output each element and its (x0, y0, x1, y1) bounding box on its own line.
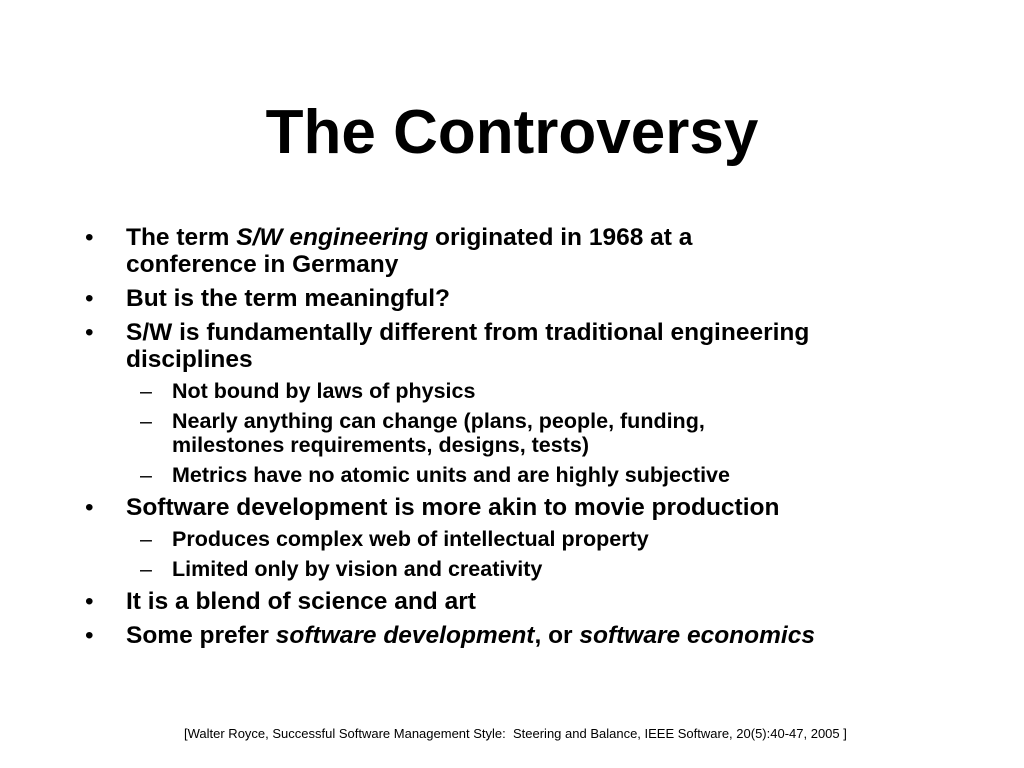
bullet-text-line2: conference in Germany (126, 251, 399, 278)
bullet-text-mid: , or (534, 622, 580, 649)
citation-footer: [Walter Royce, Successful Software Management Style: Steering and Balance, IEEE Software, 20(5):40-47, 2005 ] (184, 726, 847, 741)
bullet-marker: • (85, 588, 94, 615)
bullet-text: But is the term meaningful? (126, 285, 450, 312)
bullet-text-emphasis-2: software economics (579, 622, 815, 649)
bullet-text: It is a blend of science and art (126, 588, 476, 615)
sub-bullet-ip (80, 527, 960, 551)
sub-bullet-change (80, 409, 960, 457)
bullet-text-post: originated in 1968 at a (428, 224, 693, 251)
bullet-marker: • (85, 285, 94, 312)
sub-bullet-text: Limited only by vision and creativity (172, 557, 543, 581)
bullet-text-pre: The term (126, 224, 237, 251)
bullet-movie (80, 494, 960, 521)
bullet-text-line2: disciplines (126, 346, 253, 373)
sub-bullet-text: Metrics have no atomic units and are highly subjective (172, 463, 730, 487)
dash-marker: – (140, 463, 152, 487)
bullet-marker: • (85, 494, 94, 521)
bullet-text-pre: Some prefer (126, 622, 276, 649)
sub-bullet-text: Produces complex web of intellectual property (172, 527, 649, 551)
sub-bullet-text-line1: Nearly anything can change (plans, people, funding, (172, 409, 705, 433)
sub-bullet-text: Not bound by laws of physics (172, 379, 476, 403)
bullet-text: Software development is more akin to movie production (126, 494, 780, 521)
bullet-term-origin (80, 224, 960, 278)
bullet-marker: • (85, 622, 94, 649)
dash-marker: – (140, 409, 152, 433)
sub-bullet-text-line2: milestones requirements, designs, tests) (172, 433, 589, 457)
slide-title: The Controversy (265, 98, 759, 167)
dash-marker: – (140, 379, 152, 403)
bullet-prefer (80, 622, 960, 649)
bullet-marker: • (85, 224, 94, 251)
bullet-list (80, 224, 960, 649)
bullet-meaningful (80, 285, 960, 312)
dash-marker: – (140, 527, 152, 551)
bullet-text-emphasis: S/W engineering (236, 224, 429, 251)
dash-marker: – (140, 557, 152, 581)
bullet-text-emphasis-1: software development (275, 622, 535, 649)
bullet-text-line1: S/W is fundamentally different from traditional engineering (126, 319, 810, 346)
sub-bullet-metrics (80, 463, 960, 487)
sub-bullet-physics (80, 379, 960, 403)
sub-bullet-vision (80, 557, 960, 581)
bullet-marker: • (85, 319, 94, 346)
bullet-different (80, 319, 960, 373)
bullet-science-art (80, 588, 960, 615)
